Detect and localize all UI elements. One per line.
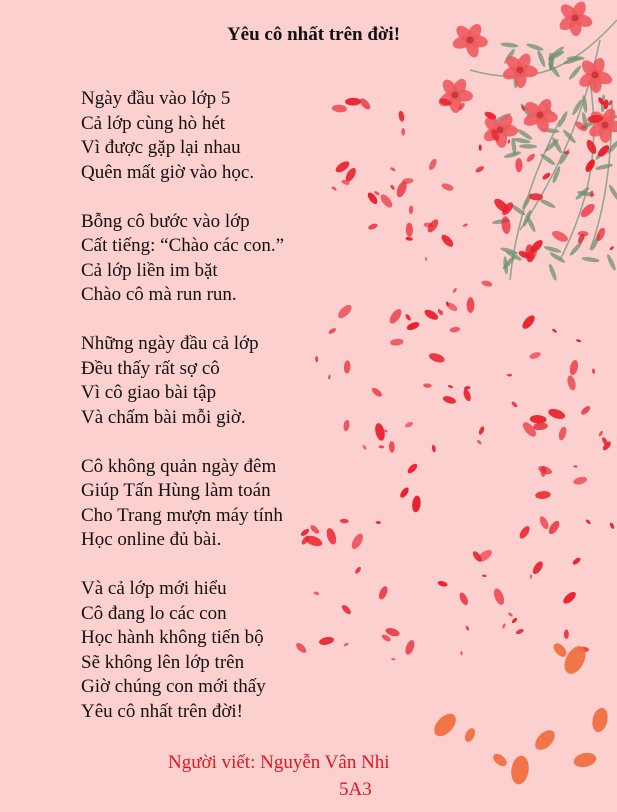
poem-line: Và chấm bài mỗi giờ.	[81, 406, 246, 428]
poem-line: Cất tiếng: “Chào các con.”	[81, 235, 285, 256]
poem-line: Sẽ không lên lớp trên	[81, 651, 245, 673]
class-name: 5A3	[339, 779, 372, 800]
poem-title: Yêu cô nhất trên đời!	[226, 24, 401, 45]
poem-line: Chào cô mà run run.	[81, 284, 237, 305]
poem-line: Cả lớp cùng hò hét	[81, 112, 226, 134]
poem-line: Vì được gặp lại nhau	[81, 137, 241, 158]
poem-line: Đều thấy rất sợ cô	[81, 357, 220, 379]
author-credit: Người viết: Nguyễn Vân Nhi	[168, 752, 390, 773]
poem-line: Giúp Tấn Hùng làm toán	[81, 480, 271, 501]
poem-line: Cả lớp liền im bặt	[81, 259, 218, 281]
poem-line: Học hành không tiến bộ	[81, 627, 264, 648]
poem-body	[81, 87, 284, 749]
poem-line: Yêu cô nhất trên đời!	[81, 700, 243, 722]
stanza	[81, 210, 284, 308]
poem-line: Những ngày đầu cả lớp	[81, 333, 259, 354]
poem-line: Học online đủ bài.	[81, 529, 222, 550]
poem-line: Quên mất giờ vào học.	[81, 161, 255, 183]
poem-line: Cô đang lo các con	[81, 602, 227, 624]
stanza	[81, 332, 284, 430]
poem-line: Vì cô giao bài tập	[81, 382, 217, 403]
poem-line: Cho Trang mượn máy tính	[81, 504, 283, 526]
poem-line: Giờ chúng con mới thấy	[81, 676, 266, 697]
stanza	[81, 577, 284, 724]
poem-line: Cô không quản ngày đêm	[81, 455, 277, 477]
poem-line: Ngày đầu vào lớp 5	[81, 88, 231, 109]
poem-line: Và cả lớp mới hiểu	[81, 578, 227, 599]
stanza	[81, 455, 284, 553]
stanza	[81, 87, 284, 185]
poem-line: Bỗng cô bước vào lớp	[81, 210, 250, 232]
